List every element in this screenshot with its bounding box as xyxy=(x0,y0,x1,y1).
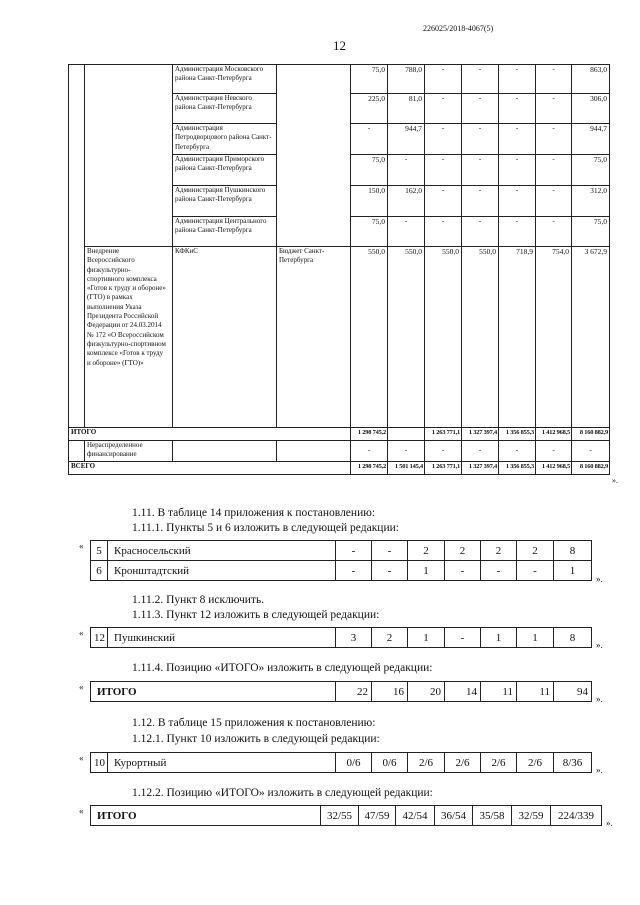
close-quote: ». xyxy=(596,765,603,775)
org-cell: Администрация Петродворцового района Санкт-Петербурга xyxy=(173,124,277,155)
table14-points-5-6 xyxy=(90,540,592,581)
open-quote: « xyxy=(79,806,84,816)
table15-itogo xyxy=(90,805,602,826)
table-row: 10 Курортный 0/6 0/6 2/6 2/6 2/6 2/6 8/36 xyxy=(91,753,592,773)
close-quote: ». xyxy=(606,818,613,828)
table-row: Администрация Московского района Санкт-Петербурга 75,0 788,0 - - - - 863,0 xyxy=(69,65,610,94)
table-row: Администрация Петродворцового района Санкт-Петербурга - 944,7 - - - - 944,7 xyxy=(69,124,610,155)
unallocated-row: Нераспределенное финансирование - - - - - - - xyxy=(69,441,610,462)
section-1-11-3: 1.11.3. Пункт 12 изложить в следующей редакции: xyxy=(132,609,380,621)
org-cell: Администрация Центрального района Санкт-Петербурга xyxy=(173,217,277,247)
activity-cell: Внедрение Всероссийского физкультурно-спортивного комплекса «Готов к труду и обороне» (ГТО) в рамках выполнения Указа Президента Российской Федерации от 24.03.2014 № 172 «О Всероссийском физкультурно-спортивном комплексе «Готов к труду и обороне» (ГТО)» xyxy=(85,247,173,428)
org-cell: Администрация Московского района Санкт-Петербурга xyxy=(173,65,277,94)
table14-itogo xyxy=(90,681,592,702)
open-quote: « xyxy=(79,541,84,551)
section-1-12: 1.12. В таблице 15 приложения к постановлению: xyxy=(132,717,376,729)
source-cell: Бюджет Санкт-Петербурга xyxy=(277,247,351,428)
closing-quote: ». xyxy=(612,476,618,485)
table-row: Администрация Приморского района Санкт-Петербурга 75,0 - - - - - 75,0 xyxy=(69,155,610,186)
itogo-row: ИТОГО 1 298 745,2 1 263 771,1 1 327 397,4 1 356 855,3 1 412 968,5 8 160 882,9 xyxy=(69,428,610,441)
section-1-12-1: 1.12.1. Пункт 10 изложить в следующей редакции: xyxy=(132,733,380,745)
vsego-row: ВСЕГО 1 298 745,2 1 501 145,4 1 263 771,1 1 327 397,4 1 356 855,3 1 412 968,5 8 160 882,9 xyxy=(69,462,610,475)
page-number: 12 xyxy=(333,38,346,53)
section-1-12-2: 1.12.2. Позицию «ИТОГО» изложить в следующей редакции: xyxy=(132,787,433,799)
table-row: 6 Кронштадтский - - 1 - - - 1 xyxy=(91,561,592,581)
close-quote: ». xyxy=(596,640,603,650)
table-row: Администрация Невского района Санкт-Петербурга 225,0 81,0 - - - - 306,0 xyxy=(69,94,610,124)
funding-table xyxy=(68,64,610,475)
table-row: ИТОГО 22 16 20 14 11 11 94 xyxy=(91,682,592,702)
table15-point-10 xyxy=(90,752,592,773)
section-1-11-1: 1.11.1. Пункты 5 и 6 изложить в следующей редакции: xyxy=(132,522,399,534)
table-row: 5 Красносельский - - 2 2 2 2 8 xyxy=(91,541,592,561)
table-row: Администрация Пушкинского района Санкт-Петербурга 150,0 162,0 - - - - 312,0 xyxy=(69,186,610,217)
close-quote: ». xyxy=(596,574,603,584)
table-row: Администрация Центрального района Санкт-Петербурга 75,0 - - - - - 75,0 xyxy=(69,217,610,247)
section-1-11-4: 1.11.4. Позицию «ИТОГО» изложить в следующей редакции: xyxy=(132,662,433,674)
table-row: 12 Пушкинский 3 2 1 - 1 1 8 xyxy=(91,628,592,648)
org-cell: Администрация Пушкинского района Санкт-Петербурга xyxy=(173,186,277,217)
open-quote: « xyxy=(79,753,84,763)
close-quote: ». xyxy=(596,694,603,704)
section-1-11: 1.11. В таблице 14 приложения к постановлению: xyxy=(132,507,376,519)
table-row: ИТОГО 32/55 47/59 42/54 36/54 35/58 32/59 224/339 xyxy=(91,806,602,826)
org-cell: Администрация Невского района Санкт-Петербурга xyxy=(173,94,277,124)
table-row-gto: Внедрение Всероссийского физкультурно-спортивного комплекса «Готов к труду и обороне» (ГТО) в рамках выполнения Указа Президента Российской Федерации от 24.03.2014 № 172 «О Всероссийском физкультурно-спортивном комплексе «Готов к труду и обороне» (ГТО)» КФКиС Бюджет Санкт-Петербурга 550,0 550,0 550,0 550,0 718,9 754,0 3 672,9 xyxy=(69,247,610,428)
open-quote: « xyxy=(79,628,84,638)
table14-point-12 xyxy=(90,627,592,648)
open-quote: « xyxy=(79,682,84,692)
section-1-11-2: 1.11.2. Пункт 8 исключить. xyxy=(132,594,265,606)
executor-cell: КФКиС xyxy=(173,247,277,428)
org-cell: Администрация Приморского района Санкт-Петербурга xyxy=(173,155,277,186)
